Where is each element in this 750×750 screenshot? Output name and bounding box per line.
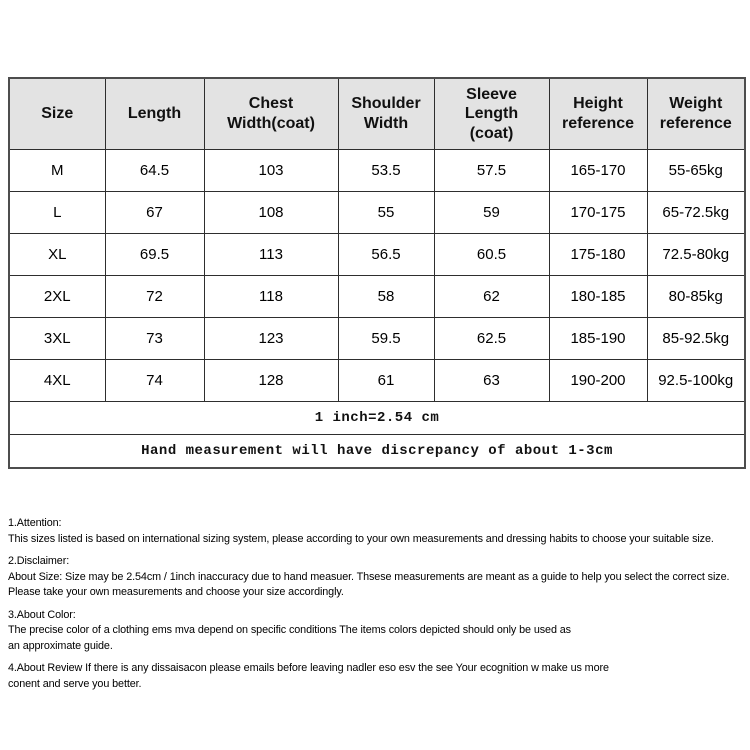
disclaimer-section	[8, 554, 729, 601]
sleeve-cell: 60.5	[434, 234, 549, 276]
height-cell: 165-170	[549, 150, 647, 192]
length-cell: 74	[105, 360, 204, 402]
weight-cell: 92.5-100kg	[647, 360, 745, 402]
about-color-section	[8, 608, 729, 655]
length-cell: 72	[105, 276, 204, 318]
measurement-discrepancy-note: Hand measurement will have discrepancy of about 1-3cm	[9, 435, 745, 469]
shoulder-cell: 61	[338, 360, 434, 402]
table-row-m	[9, 150, 745, 192]
sleeve-cell: 62.5	[434, 318, 549, 360]
size-cell: 2XL	[9, 276, 105, 318]
about-color-line: The precise color of a clothing ems mva depend on specific conditions The items colors depicted should only be used as	[8, 624, 571, 636]
table-row-4xl	[9, 360, 745, 402]
length-cell: 69.5	[105, 234, 204, 276]
shoulder-cell: 58	[338, 276, 434, 318]
column-header-shoulder-width: Shoulder Width	[338, 78, 434, 150]
table-row-l	[9, 192, 745, 234]
sleeve-cell: 57.5	[434, 150, 549, 192]
chest-cell: 123	[204, 318, 338, 360]
column-header-weight-reference: Weight reference	[647, 78, 745, 150]
shoulder-cell: 56.5	[338, 234, 434, 276]
column-header-height-reference: Height reference	[549, 78, 647, 150]
chest-cell: 103	[204, 150, 338, 192]
header-row	[9, 78, 745, 150]
disclaimer-line: Please take your own measurements and choose your size accordingly.	[8, 586, 344, 598]
chest-cell: 113	[204, 234, 338, 276]
weight-cell: 55-65kg	[647, 150, 745, 192]
shoulder-cell: 59.5	[338, 318, 434, 360]
height-cell: 185-190	[549, 318, 647, 360]
weight-cell: 85-92.5kg	[647, 318, 745, 360]
attention-line: This sizes listed is based on international sizing system, please according to your own measurements and dressing habits to choose your suitable size.	[8, 532, 714, 545]
about-color-title: 3.About Color:	[8, 608, 76, 621]
column-header-chest-width: Chest Width(coat)	[204, 78, 338, 150]
length-cell: 67	[105, 192, 204, 234]
height-cell: 175-180	[549, 234, 647, 276]
shoulder-cell: 55	[338, 192, 434, 234]
disclaimer-title: 2.Disclaimer:	[8, 555, 70, 567]
notes-block	[8, 516, 729, 699]
attention-section	[8, 516, 729, 547]
sleeve-cell: 62	[434, 276, 549, 318]
measurement-discrepancy-row	[9, 435, 745, 469]
chest-cell: 128	[204, 360, 338, 402]
unit-conversion-row	[9, 402, 745, 435]
column-header-sleeve-length: Sleeve Length (coat)	[434, 78, 549, 150]
sleeve-cell: 59	[434, 192, 549, 234]
attention-title: 1.Attention:	[8, 517, 62, 529]
size-chart-table	[8, 77, 746, 469]
height-cell: 180-185	[549, 276, 647, 318]
table-row-3xl	[9, 318, 745, 360]
length-cell: 73	[105, 318, 204, 360]
size-cell: M	[9, 150, 105, 192]
weight-cell: 72.5-80kg	[647, 234, 745, 276]
weight-cell: 65-72.5kg	[647, 192, 745, 234]
sleeve-cell: 63	[434, 360, 549, 402]
table-row-xl	[9, 234, 745, 276]
size-cell: 3XL	[9, 318, 105, 360]
chest-cell: 108	[204, 192, 338, 234]
height-cell: 190-200	[549, 360, 647, 402]
size-cell: L	[9, 192, 105, 234]
size-cell: 4XL	[9, 360, 105, 402]
chest-cell: 118	[204, 276, 338, 318]
about-review-line: 4.About Review If there is any dissaisacon please emails before leaving nadler eso esv the see Your ecognition w make us more	[8, 662, 609, 674]
about-color-line: an approximate guide.	[8, 639, 113, 652]
disclaimer-line: About Size: Size may be 2.54cm / 1inch inaccuracy due to hand measuer. Thsese measurements are meant as a guide to help you select the correct size.	[8, 570, 730, 583]
size-cell: XL	[9, 234, 105, 276]
weight-cell: 80-85kg	[647, 276, 745, 318]
shoulder-cell: 53.5	[338, 150, 434, 192]
about-review-line: conent and serve you better.	[8, 677, 142, 690]
unit-conversion-note: 1 inch=2.54 cm	[9, 402, 745, 435]
about-review-section	[8, 661, 729, 692]
table-row-2xl	[9, 276, 745, 318]
length-cell: 64.5	[105, 150, 204, 192]
column-header-size: Size	[9, 78, 105, 150]
column-header-length: Length	[105, 78, 204, 150]
height-cell: 170-175	[549, 192, 647, 234]
